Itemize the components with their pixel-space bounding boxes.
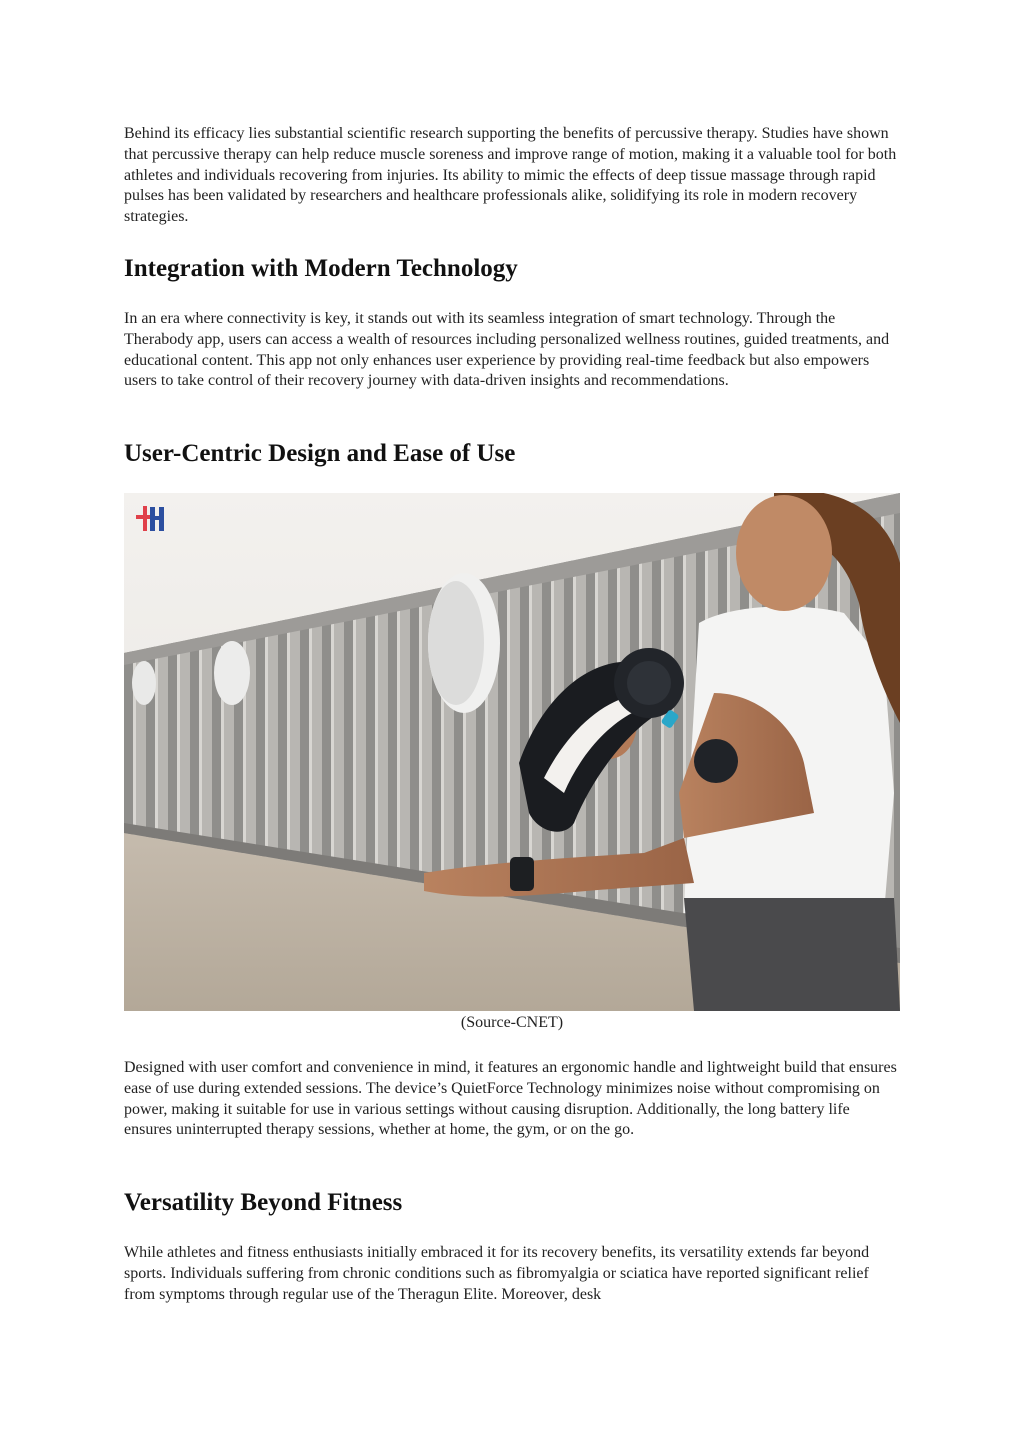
- paragraph-design: Designed with user comfort and convenience in mind, it features an ergonomic handle and lightweight build that ensures ease of use during extended sessions. The device’s QuietForce Technology minimizes noise without compromising on power, making it suitable for use in various settings without causing disruption. Additionally, the long battery life ensures uninterrupted therapy sessions, whether at home, the gym, or on the go.: [124, 1059, 897, 1139]
- photo-caption: (Source-CNET): [460, 1014, 564, 1031]
- heading-versatility: Versatility Beyond Fitness: [124, 1189, 403, 1216]
- heading-design: User-Centric Design and Ease of Use: [124, 440, 516, 467]
- paragraph-integration: In an era where connectivity is key, it stands out with its seamless integration of smart technology. Through the Therabody app, users can access a wealth of resources including personalized wellness routines, guided treatments, and educational content. This app not only enhances user experience by providing real-time feedback but also empowers users to take control of their recovery journey with data-driven insights and recommendations.: [124, 310, 890, 390]
- article-photo: [124, 493, 900, 1011]
- paragraph-efficacy: Behind its efficacy lies substantial scientific research supporting the benefits of percussive therapy. Studies have shown that percussive therapy can help reduce muscle soreness and improve range of motion, making it a valuable tool for both athletes and individuals recovering from injuries. Its ability to mimic the effects of deep tissue massage through rapid pulses has been validated by researchers and healthcare professionals alike, solidifying its role in modern recovery strategies.: [124, 125, 897, 226]
- heading-integration: Integration with Modern Technology: [124, 255, 518, 282]
- paragraph-versatility: While athletes and fitness enthusiasts initially embraced it for its recovery benefits, its versatility extends far beyond sports. Individuals suffering from chronic conditions such as fibromyalgia or sciatica have reported significant relief from symptoms through regular use of the Theragun Elite. Moreover, desk: [124, 1244, 870, 1303]
